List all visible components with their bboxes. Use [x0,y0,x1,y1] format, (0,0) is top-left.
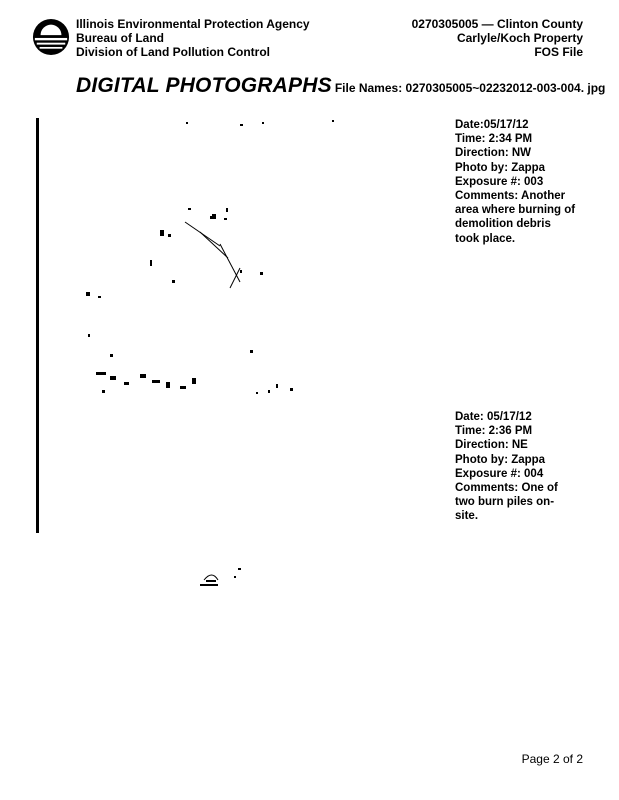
photo-border-line [36,118,39,533]
site-id-county: 0270305005 — Clinton County [411,17,583,31]
agency-header [76,17,310,59]
photo-comments: Comments: One of [455,482,558,495]
photo-comments-line: area where burning of [455,204,576,217]
photo-photographer: Photo by: Zappa [455,453,546,466]
photo-direction: Direction: NW [455,147,532,160]
photo-date: Date: 05/17/12 [455,411,532,423]
photo-details-003 [455,118,595,246]
agency-name: Illinois Environmental Protection Agency [76,17,310,31]
photo-comments-line: took place. [455,232,516,245]
bureau-name: Bureau of Land [76,31,165,45]
photo-photographer: Photo by: Zappa [455,161,546,174]
title-row [76,74,605,98]
site-file: FOS File [534,45,583,59]
file-names: File Names: 0270305005~02232012-003-004. jpg [334,81,606,95]
division-name: Division of Land Pollution Control [76,45,270,59]
photo-direction: Direction: NE [455,439,528,452]
photo-details-004 [455,410,595,524]
page-title: DIGITAL PHOTOGRAPHS [76,74,332,97]
site-property: Carlyle/Koch Property [456,31,583,45]
photo-date: Date:05/17/12 [455,119,529,131]
faded-photo-area [40,110,440,610]
photo-exposure: Exposure #: 003 [455,175,544,188]
page-number: Page 2 of 2 [521,752,583,766]
photo-comments-line: demolition debris [455,218,551,231]
photo-comments-line: site. [455,510,479,523]
photo-time: Time: 2:36 PM [455,425,533,438]
photo-comments: Comments: Another [455,190,566,203]
photo-exposure: Exposure #: 004 [455,467,544,480]
photo-time: Time: 2:34 PM [455,133,533,146]
iepa-logo-icon [32,18,70,56]
photo-comments-line: two burn piles on- [455,496,555,509]
site-header [412,17,583,59]
